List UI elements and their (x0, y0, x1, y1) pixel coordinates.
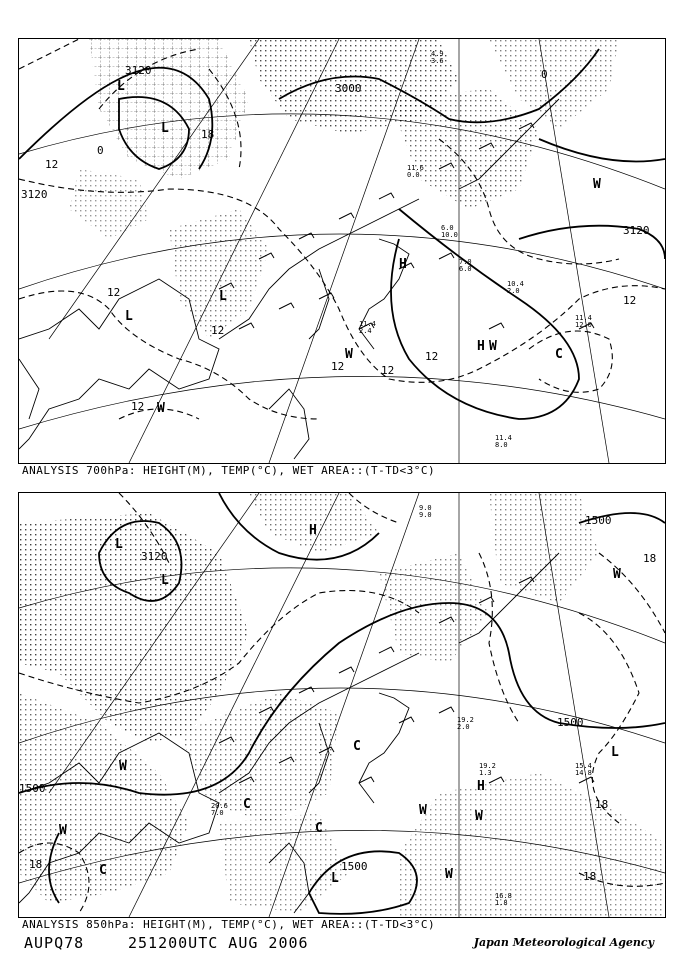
low-center-marker: L (115, 537, 123, 552)
contour-label: 12 (45, 158, 59, 171)
low-center-marker: L (219, 289, 227, 304)
contour-label: 18 (29, 858, 43, 871)
station-plot: 10.4 2.0 (507, 280, 524, 295)
panel-caption-850hpa: ANALYSIS 850hPa: HEIGHT(M), TEMP(°C), WET AREA::(T-TD<3°C) (22, 918, 436, 931)
station-plot: 16.8 1.8 (495, 892, 512, 907)
contour-label: 18 (583, 870, 597, 883)
contour-label: 12 (107, 286, 121, 299)
cold-center-marker: C (353, 739, 361, 754)
product-code: AUPQ78 (24, 934, 85, 952)
cold-center-marker: C (555, 347, 563, 362)
low-center-marker: L (125, 309, 133, 324)
station-plot: 9.0 9.0 (419, 504, 432, 519)
contour-label: 3120 (125, 64, 152, 77)
station-plot: 7.0 6.0 (459, 258, 472, 273)
contour-label: 1500 (557, 716, 584, 729)
contour-label: 12 (131, 400, 145, 413)
high-center-marker: H (399, 257, 407, 272)
warm-center-marker: W (613, 567, 621, 582)
station-plot: 4.9 3.6 (431, 50, 444, 65)
contour-label: 18 (595, 798, 609, 811)
contour-label: 12 (331, 360, 345, 373)
station-plot: 20.6 7.0 (211, 802, 228, 817)
contour-label: 12 (381, 364, 395, 377)
low-center-marker: L (161, 573, 169, 588)
high-center-marker: H (477, 779, 485, 794)
contour-label: 1500 (585, 514, 612, 527)
station-plot: 15.4 14.8 (575, 762, 592, 777)
station-plot: 19.2 2.0 (457, 716, 474, 731)
valid-time: 251200UTC AUG 2006 (128, 934, 309, 952)
agency-name: Japan Meteorological Agency (473, 936, 654, 949)
station-plot: 11.6 0.0 (407, 164, 424, 179)
contour-label: 3000 (335, 82, 362, 95)
cold-center-marker: C (243, 797, 251, 812)
contour-label: 18 (201, 128, 215, 141)
station-plot: 11.4 12.0 (575, 314, 592, 329)
wind-barbs-700 (219, 123, 594, 329)
warm-center-marker: W (593, 177, 601, 192)
map-panel-850hpa (18, 492, 666, 918)
low-center-marker: L (331, 871, 339, 886)
low-center-marker: L (161, 121, 169, 136)
station-plot: 11.4 2.4 (359, 320, 376, 335)
contour-label: 3120 (21, 188, 48, 201)
low-center-marker: L (611, 745, 619, 760)
contour-label: 18 (643, 552, 657, 565)
low-center-marker: L (117, 79, 125, 94)
warm-center-marker: W (59, 823, 67, 838)
station-plot: 11.4 8.0 (495, 434, 512, 449)
warm-center-marker: W (157, 401, 165, 416)
contour-label: 12 (623, 294, 637, 307)
contour-label: 1500 (19, 782, 46, 795)
warm-center-marker: W (345, 347, 353, 362)
contour-label: 3120 (623, 224, 650, 237)
panel-caption-700hpa: ANALYSIS 700hPa: HEIGHT(M), TEMP(°C), WET AREA::(T-TD<3°C) (22, 464, 436, 477)
station-plot: 6.0 10.0 (441, 224, 458, 239)
contour-label: 12 (211, 324, 225, 337)
warm-center-marker: W (475, 809, 483, 824)
contour-label: 0 (541, 68, 548, 81)
warm-center-marker: W (119, 759, 127, 774)
cold-center-marker: C (315, 821, 323, 836)
warm-center-marker: W (419, 803, 427, 818)
contour-label: 12 (425, 350, 439, 363)
contour-label: 0 (97, 144, 104, 157)
high-center-marker: H (477, 339, 485, 354)
warm-center-marker: W (489, 339, 497, 354)
contour-label: 3120 (141, 550, 168, 563)
high-center-marker: H (309, 523, 317, 538)
map-panel-700hpa (18, 38, 666, 464)
cold-center-marker: C (99, 863, 107, 878)
contour-label: 1500 (341, 860, 368, 873)
warm-center-marker: W (445, 867, 453, 882)
map-850hpa-graphic (19, 493, 665, 917)
map-700hpa-graphic (19, 39, 665, 463)
station-plot: 19.2 1.3 (479, 762, 496, 777)
